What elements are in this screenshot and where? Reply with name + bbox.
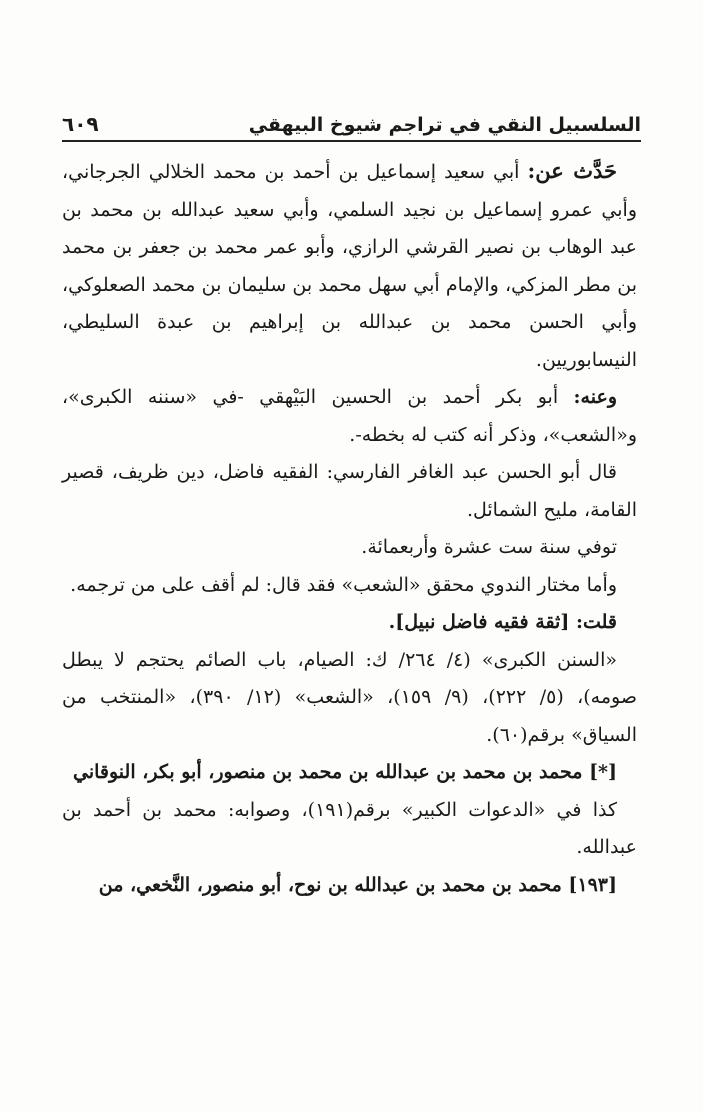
entry-heading-193: [١٩٣] محمد بن محمد بن عبدالله بن نوح، أبو منصور، النَّخعي، من: [98, 873, 617, 896]
entry-heading: [*] محمد بن محمد بن عبدالله بن محمد بن منصور، أبو بكر، النوقاني: [73, 761, 617, 783]
teachers-label: حَدَّث عن:: [527, 158, 617, 183]
references-paragraph: «السنن الكبرى» (٤/ ٢٦٤/ ك: الصيام، باب الصائم يحتجم لا يبطل صومه)، (٥/ ٢٢٢)، (٩/ ١٥٩)، «الشعب» (١٢/ ٣٩٠)، «المنتخب من السياق» برقم(٦٠).: [62, 648, 637, 746]
nadwi-paragraph: وأما مختار الندوي محقق «الشعب» فقد قال: لم أقف على من ترجمه.: [70, 573, 617, 596]
death-paragraph: توفي سنة ست عشرة وأربعمائة.: [361, 536, 617, 558]
correction-paragraph: كذا في «الدعوات الكبير» برقم(١٩١)، وصوابه: محمد بن أحمد بن عبدالله.: [62, 798, 637, 858]
page-number: ٦٠٩: [62, 112, 99, 136]
quote-paragraph: قال أبو الحسن عبد الغافر الفارسي: الفقيه فاضل، دين ظريف، قصير القامة، مليح الشمائل.: [62, 461, 637, 521]
students-text: أبو بكر أحمد بن الحسين البَيْهقي -في «سننه الكبرى»، و«الشعب»، وذكر أنه كتب له بخطه-.: [62, 386, 637, 446]
book-title: السلسبيل النقي في تراجم شيوخ البيهقي: [248, 114, 641, 136]
teachers-paragraph: [62, 152, 637, 379]
students-label: وعنه:: [573, 386, 617, 408]
verdict-paragraph: قلت: [ثقة فقيه فاضل نبيل].: [388, 611, 617, 633]
teachers-text: أبي سعيد إسماعيل بن أحمد بن محمد الخلالي الجرجاني، وأبي عمرو إسماعيل بن نجيد السلمي، وأبي سعيد عبدالله بن محمد بن عبد الوهاب بن نصير القرشي الرازي، وأبو عمر محمد بن جعفر بن محمد بن مطر المزكي، والإمام أبي سهل محمد بن سليمان بن محمد الصعلوكي، وأبي الحسن محمد بن عبدالله بن إبراهيم بن عبدة السليطي، النيسابوريين.: [62, 161, 637, 371]
students-paragraph: [62, 379, 637, 454]
running-header: [62, 100, 641, 142]
page-body: [62, 152, 637, 904]
